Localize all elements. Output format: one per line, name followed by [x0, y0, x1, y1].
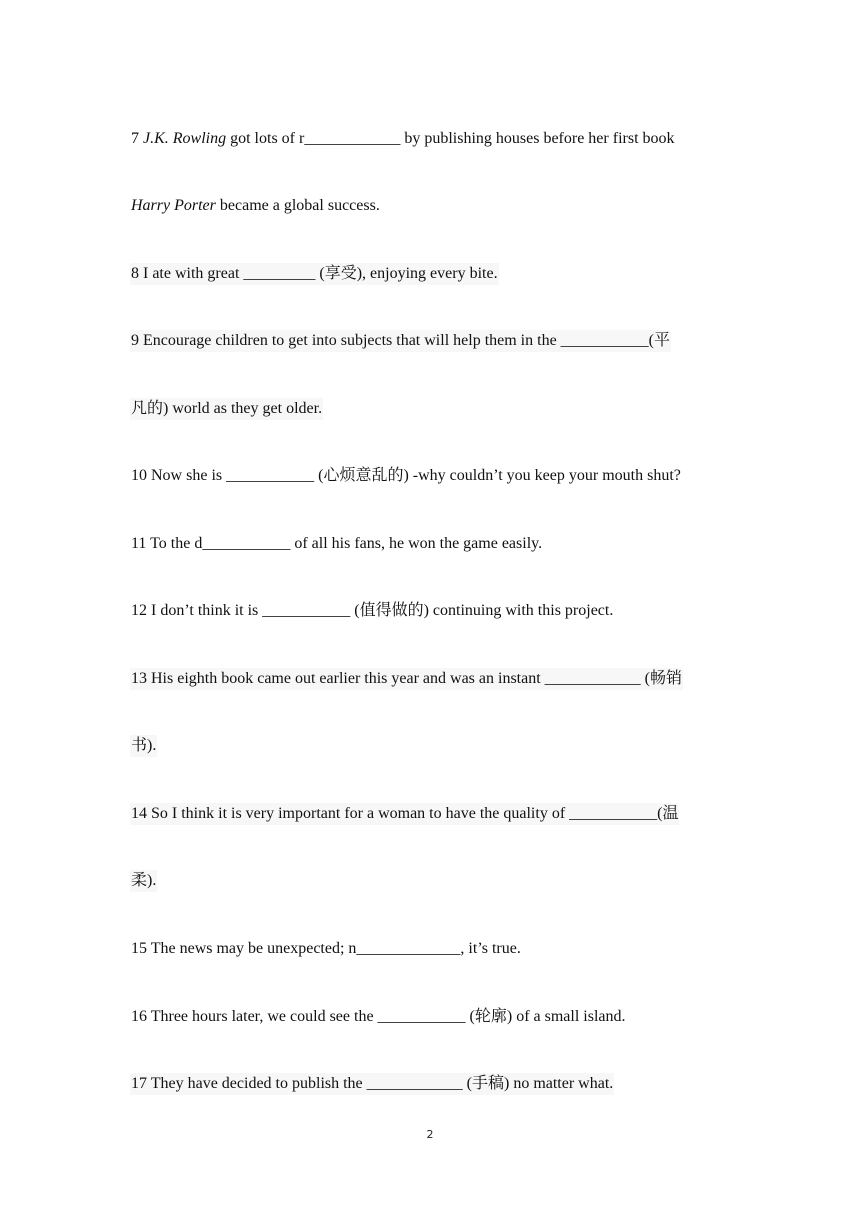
question-text: 书).: [131, 737, 157, 754]
question-12: [130, 600, 614, 622]
question-number: 7: [131, 130, 139, 147]
question-number: 8: [131, 265, 139, 282]
question-7-line-2: [130, 195, 381, 217]
question-text: got lots of r____________ by publishing houses before her first book: [226, 130, 675, 147]
question-number: 10: [131, 467, 147, 484]
question-9-line-2: [130, 398, 323, 420]
question-text: Three hours later, we could see the ___________ (轮廓) of a small island.: [150, 1008, 626, 1025]
question-text: Now she is ___________ (心烦意乱的) -why couldn’t you keep your mouth shut?: [151, 467, 681, 484]
question-number: 15: [131, 940, 147, 957]
question-text: So I think it is very important for a woman to have the quality of ___________(温: [151, 805, 679, 822]
question-text: His eighth book came out earlier this year and was an instant ____________ (畅销: [151, 670, 682, 687]
question-text: Encourage children to get into subjects that will help them in the ___________(平: [143, 332, 670, 349]
question-text: 凡的) world as they get older.: [131, 400, 323, 417]
question-14-line-2: [130, 870, 157, 892]
question-11: [130, 533, 543, 555]
question-text: I don’t think it is ___________ (值得做的) continuing with this project.: [151, 602, 614, 619]
question-number: 12: [131, 602, 147, 619]
question-7-line-1: [130, 128, 676, 150]
question-text: The news may be unexpected; n_____________, it’s true.: [150, 940, 521, 957]
book-title: Harry Porter: [131, 197, 216, 214]
question-8: [130, 263, 499, 285]
question-text: became a global success.: [215, 197, 380, 214]
question-number: 14: [131, 805, 147, 822]
question-13-line-1: [130, 668, 683, 690]
question-number: 13: [131, 670, 147, 687]
question-14-line-1: [130, 803, 679, 825]
question-text: They have decided to publish the ____________ (手稿) no matter what.: [150, 1075, 614, 1092]
question-number: 17: [131, 1075, 147, 1092]
question-number: 9: [131, 332, 139, 349]
question-17: [130, 1073, 614, 1095]
question-text: 柔).: [131, 872, 157, 889]
question-16: [130, 1006, 627, 1028]
question-text: I ate with great _________ (享受), enjoying every bite.: [143, 265, 498, 282]
page-number: 2: [426, 1128, 434, 1141]
question-13-line-2: [130, 735, 157, 757]
question-15: [130, 938, 522, 960]
question-text: To the d___________ of all his fans, he won the game easily.: [150, 535, 543, 552]
question-number: 11: [131, 535, 147, 552]
question-10: [130, 465, 682, 487]
question-9-line-1: [130, 330, 671, 352]
author-name: J.K. Rowling: [143, 130, 227, 147]
question-number: 16: [131, 1008, 147, 1025]
